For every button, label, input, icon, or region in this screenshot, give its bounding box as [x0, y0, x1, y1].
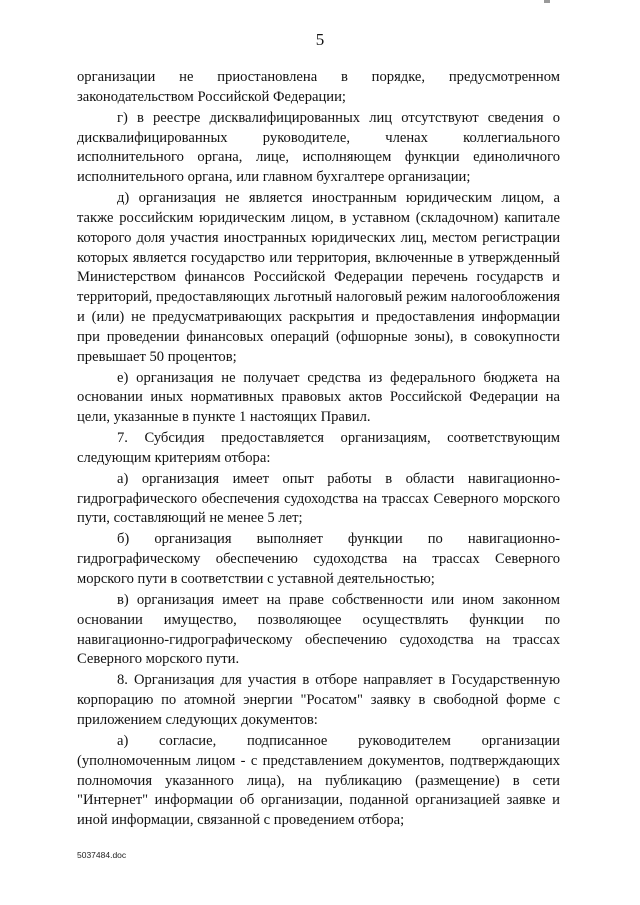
paragraph-continuation: организации не приостановлена в порядке, предусмотренном законодательством Российской Федерации;: [77, 69, 560, 105]
paragraph-clause-7-b: б) организация выполняет функции по навигационно-гидрографическому обеспечению судоходства на трассах Северного морского пути в соответствии с уставной деятельностью;: [77, 531, 560, 588]
paragraph-item-d: д) организация не является иностранным юридическим лицом, а также российским юридическим лицом, в уставном (складочном) капитале которого доля участия иностранных юридических лиц, местом регистрации которых является государство или территория, включенные в утвержденный Министерством финансов Российской Федерации перечень государств и территорий, предоставляющих льготный налоговый режим налогообложения и (или) не предусматривающих раскрытия и предоставления информации при проведении финансовых операций (офшорные зоны), в совокупности превышает 50 процентов;: [77, 190, 560, 365]
paragraph-clause-8-a: а) согласие, подписанное руководителем организации (уполномоченным лицом - с представлением документов, подтверждающих полномочия указанного лица), на публикацию (размещение) в сети "Интернет" информации об организации, поданной организацией заявке и иной информации, связанной с проведением отбора;: [77, 732, 560, 829]
paragraph-clause-7-v: в) организация имеет на праве собственности или ином законном основании имущество, позволяющее осуществлять функции по навигационно-гидрографическому обеспечению судоходства на трассах Северного морского пути.: [77, 592, 560, 668]
paragraph-clause-7-a: а) организация имеет опыт работы в области навигационно-гидрографического обеспечения судоходства на трассах Северного морского пути, составляющий не менее 5 лет;: [77, 470, 560, 527]
paragraph-item-g: г) в реестре дисквалифицированных лиц отсутствуют сведения о дисквалифицированных руководителе, членах коллегиального исполнительного органа, лице, исполняющем функции единоличного исполнительного органа, или главном бухгалтере организации;: [77, 109, 560, 186]
document-body: [77, 68, 560, 832]
paragraph-clause-7: 7. Субсидия предоставляется организациям, соответствующим следующим критериям отбора:: [77, 430, 560, 466]
document-file-code: 5037484.doc: [77, 850, 127, 860]
page-number: 5: [315, 30, 325, 49]
paragraph-clause-8: 8. Организация для участия в отборе направляет в Государственную корпорацию по атомной энергии "Росатом" заявку в свободной форме с приложением следующих документов:: [77, 672, 560, 728]
scan-mark: [544, 0, 550, 3]
paragraph-item-e: е) организация не получает средства из федерального бюджета на основании иных нормативных правовых актов Российской Федерации на цели, указанные в пункте 1 настоящих Правил.: [77, 369, 560, 426]
